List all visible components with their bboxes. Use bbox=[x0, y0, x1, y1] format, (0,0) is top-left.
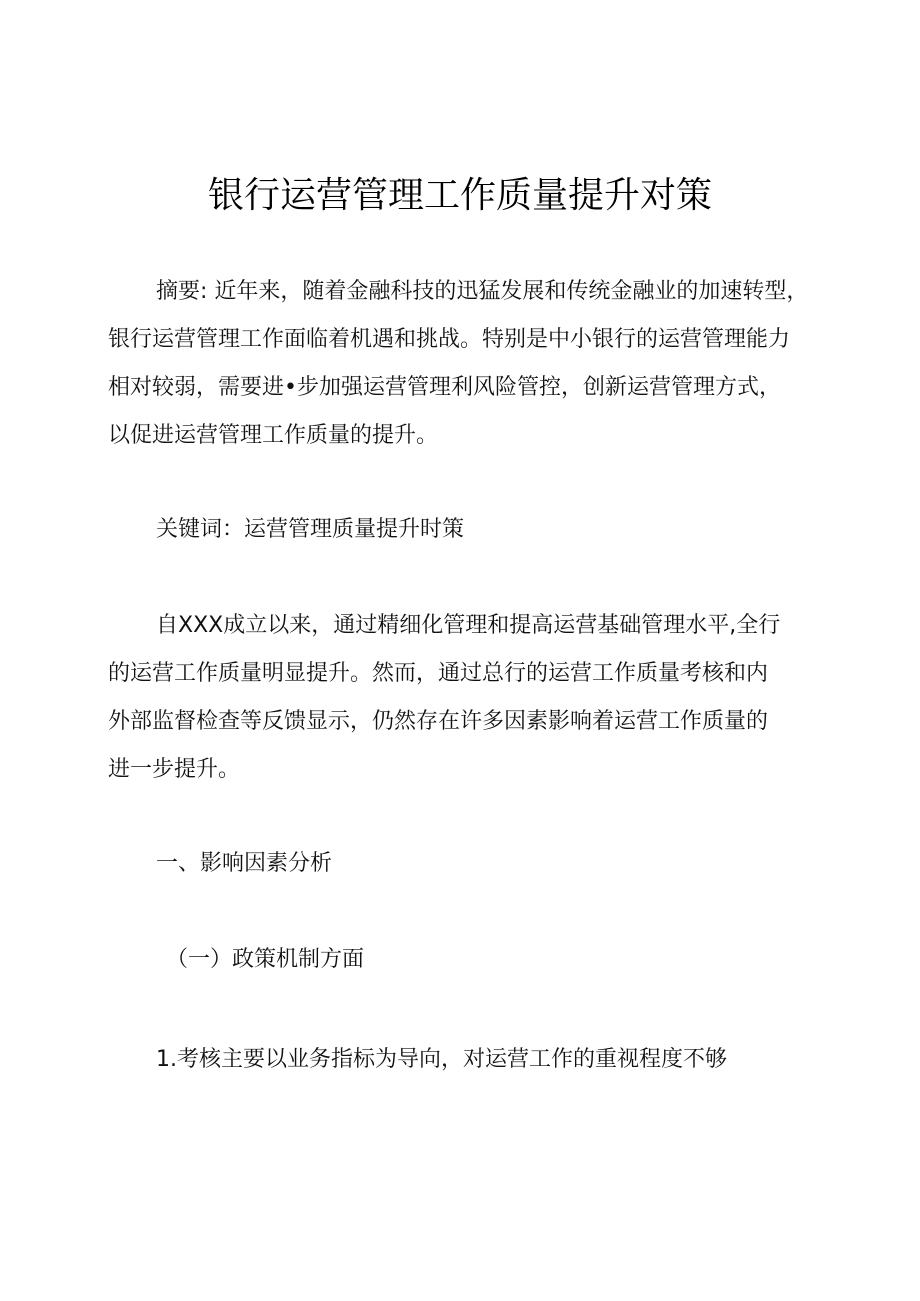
section-heading-text: 一、影响因素分析 bbox=[156, 851, 333, 876]
abstract-paragraph bbox=[108, 268, 828, 460]
subsection-heading-text: （一）政策机制方面 bbox=[166, 947, 365, 972]
abstract-line: 银行运营管理工作面临着机遇和挑战。特别是中小银行的运营管理能力 bbox=[108, 327, 791, 352]
intro-line: 进一步提升。 bbox=[108, 757, 241, 782]
intro-line: 自XXX成立以来，通过精细化管理和提高运营基础管理水平,全行 bbox=[156, 613, 781, 638]
abstract-line: 以促进运营管理工作质量的提升。 bbox=[108, 423, 439, 448]
intro-paragraph bbox=[108, 602, 828, 794]
list-item-text: 1.考核主要以业务指标为导向，对运营工作的重视程度不够 bbox=[156, 1047, 727, 1072]
keywords-line: 关键词：运营管理质量提升时策 bbox=[156, 517, 465, 542]
intro-line: 外部监督检查等反馈显示，仍然存在许多因素影响着运营工作质量的 bbox=[108, 709, 769, 734]
abstract-line: 相对较弱，需要进•步加强运营管理利风险管控，创新运营管理方式， bbox=[108, 375, 781, 400]
list-item bbox=[108, 1036, 828, 1084]
intro-line: 的运营工作质量明显提升。然而，通过总行的运营工作质量考核和内 bbox=[108, 661, 769, 686]
section-heading bbox=[108, 840, 828, 888]
subsection-heading bbox=[118, 936, 838, 984]
document-title: 银行运营管理工作质量提升对策 bbox=[207, 175, 712, 216]
abstract-line: 摘要: 近年来，随着金融科技的迅猛发展和传统金融业的加速转型， bbox=[156, 279, 809, 304]
keywords-paragraph bbox=[108, 506, 828, 554]
